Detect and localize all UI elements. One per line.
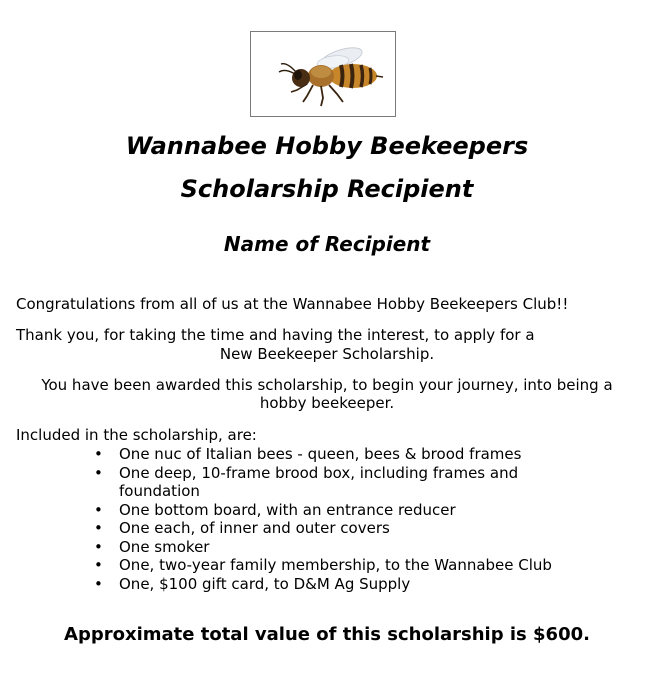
list-item <box>94 538 564 557</box>
list-item <box>94 464 564 501</box>
thanks-text-line2: New Beekeeper Scholarship. <box>219 345 435 363</box>
list-item <box>94 501 564 520</box>
bullet: • <box>94 556 103 574</box>
congratulations-text: Congratulations from all of us at the Wannabee Hobby Beekeepers Club!! <box>16 295 569 313</box>
thanks-text-line1: Thank you, for taking the time and having the interest, to apply for a <box>16 326 535 344</box>
bullet: • <box>94 574 103 593</box>
list-item-text: One, two-year family membership, to the Wannabee Club <box>119 556 552 574</box>
list-item <box>94 575 564 594</box>
bullet: • <box>94 500 103 519</box>
scholarship-title: Scholarship Recipient <box>180 175 474 203</box>
total-value-text: Approximate total value of this scholarship is $600. <box>64 624 590 645</box>
included-intro: Included in the scholarship, are: <box>16 426 257 444</box>
awarded-text: You have been awarded this scholarship, to begin your journey, into being a hobby beekeeper. <box>41 376 613 412</box>
list-item-text: One, $100 gift card, to D&M Ag Supply <box>119 574 411 593</box>
list-item-text: One nuc of Italian bees - queen, bees & brood frames <box>119 445 522 463</box>
recipient-name: Name of Recipient <box>223 232 431 256</box>
bullet: • <box>94 519 103 537</box>
list-item <box>94 519 564 538</box>
bee-icon <box>251 32 395 116</box>
club-title: Wannabee Hobby Beekeepers <box>125 132 529 160</box>
list-item <box>94 556 564 575</box>
included-items-list <box>94 445 564 593</box>
bullet: • <box>94 445 103 463</box>
list-item-text: One deep, 10-frame brood box, including frames and foundation <box>119 463 519 500</box>
list-item-text: One smoker <box>119 537 210 556</box>
bee-logo <box>250 31 396 117</box>
list-item-text: One each, of inner and outer covers <box>119 519 390 537</box>
list-item <box>94 445 564 464</box>
list-item-text: One bottom board, with an entrance reducer <box>119 500 456 519</box>
bullet: • <box>94 463 103 482</box>
bullet: • <box>94 537 103 556</box>
